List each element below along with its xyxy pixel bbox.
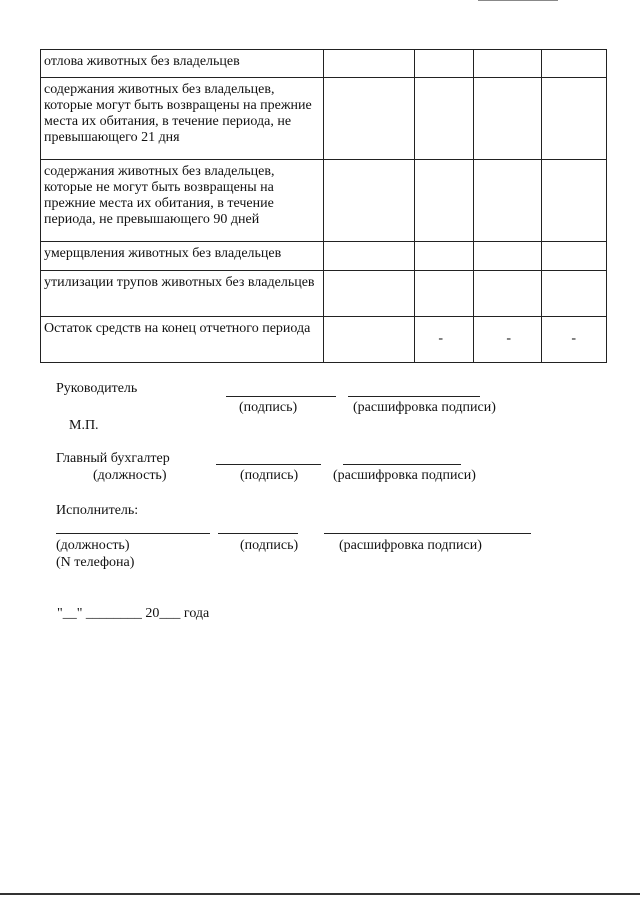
table-cell: - — [415, 317, 474, 363]
accountant-decoding-caption: (расшифровка подписи) — [333, 468, 476, 483]
scan-artifact-line — [478, 0, 558, 1]
table-cell — [324, 78, 415, 160]
row-label: утилизации трупов животных без владельцев — [41, 271, 324, 317]
accountant-label: Главный бухгалтер — [56, 451, 170, 466]
accountant-signature-line — [216, 464, 321, 465]
table-cell — [415, 242, 474, 271]
executor-position-line — [56, 533, 210, 534]
table-row — [41, 242, 607, 271]
table-cell — [324, 242, 415, 271]
table-cell — [415, 160, 474, 242]
row-label: умерщвления животных без владельцев — [41, 242, 324, 271]
executor-label: Исполнитель: — [56, 503, 139, 518]
table-cell: - — [542, 317, 607, 363]
executor-position-caption: (должность) — [56, 538, 130, 553]
stamp-label: М.П. — [69, 418, 99, 433]
row-label: отлова животных без владельцев — [41, 50, 324, 78]
table-row — [41, 317, 607, 363]
table-cell — [324, 160, 415, 242]
table-cell — [474, 271, 542, 317]
table-cell — [474, 242, 542, 271]
head-signature-line — [226, 396, 336, 397]
table-cell — [324, 271, 415, 317]
table-cell — [542, 78, 607, 160]
accountant-decoding-line — [343, 464, 461, 465]
table-cell — [474, 50, 542, 78]
table-cell — [542, 242, 607, 271]
table-cell — [324, 50, 415, 78]
table-row — [41, 271, 607, 317]
table-cell — [324, 317, 415, 363]
row-label: Остаток средств на конец отчетного периода — [41, 317, 324, 363]
table-cell — [474, 160, 542, 242]
table-cell — [474, 78, 542, 160]
row-label: содержания животных без владельцев, которые могут быть возвращены на прежние места их обитания, в течение периода, не превышающего 21 дня — [41, 78, 324, 160]
scan-artifact-bottom-line — [0, 893, 640, 895]
executor-signature-line — [218, 533, 298, 534]
head-signature-caption: (подпись) — [239, 400, 298, 415]
table-cell — [542, 160, 607, 242]
table-cell — [415, 78, 474, 160]
executor-decoding-caption: (расшифровка подписи) — [339, 538, 482, 553]
executor-decoding-line — [324, 533, 531, 534]
table-cell — [542, 50, 607, 78]
accountant-position-caption: (должность) — [93, 468, 167, 483]
head-decoding-line — [348, 396, 480, 397]
table-cell — [542, 271, 607, 317]
executor-phone-caption: (N телефона) — [56, 555, 135, 570]
head-label: Руководитель — [56, 381, 138, 396]
table-cell — [415, 271, 474, 317]
accountant-signature-caption: (подпись) — [240, 468, 299, 483]
head-decoding-caption: (расшифровка подписи) — [353, 400, 496, 415]
row-label: содержания животных без владельцев, которые не могут быть возвращены на прежние места их обитания, в течение периода, не превышающего 90 дней — [41, 160, 324, 242]
table-cell: - — [474, 317, 542, 363]
table-row — [41, 160, 607, 242]
table-row — [41, 50, 607, 78]
date-line: "__" ________ 20___ года — [57, 606, 210, 621]
expenditure-table — [40, 49, 607, 363]
table-row — [41, 78, 607, 160]
table-cell — [415, 50, 474, 78]
executor-signature-caption: (подпись) — [240, 538, 299, 553]
